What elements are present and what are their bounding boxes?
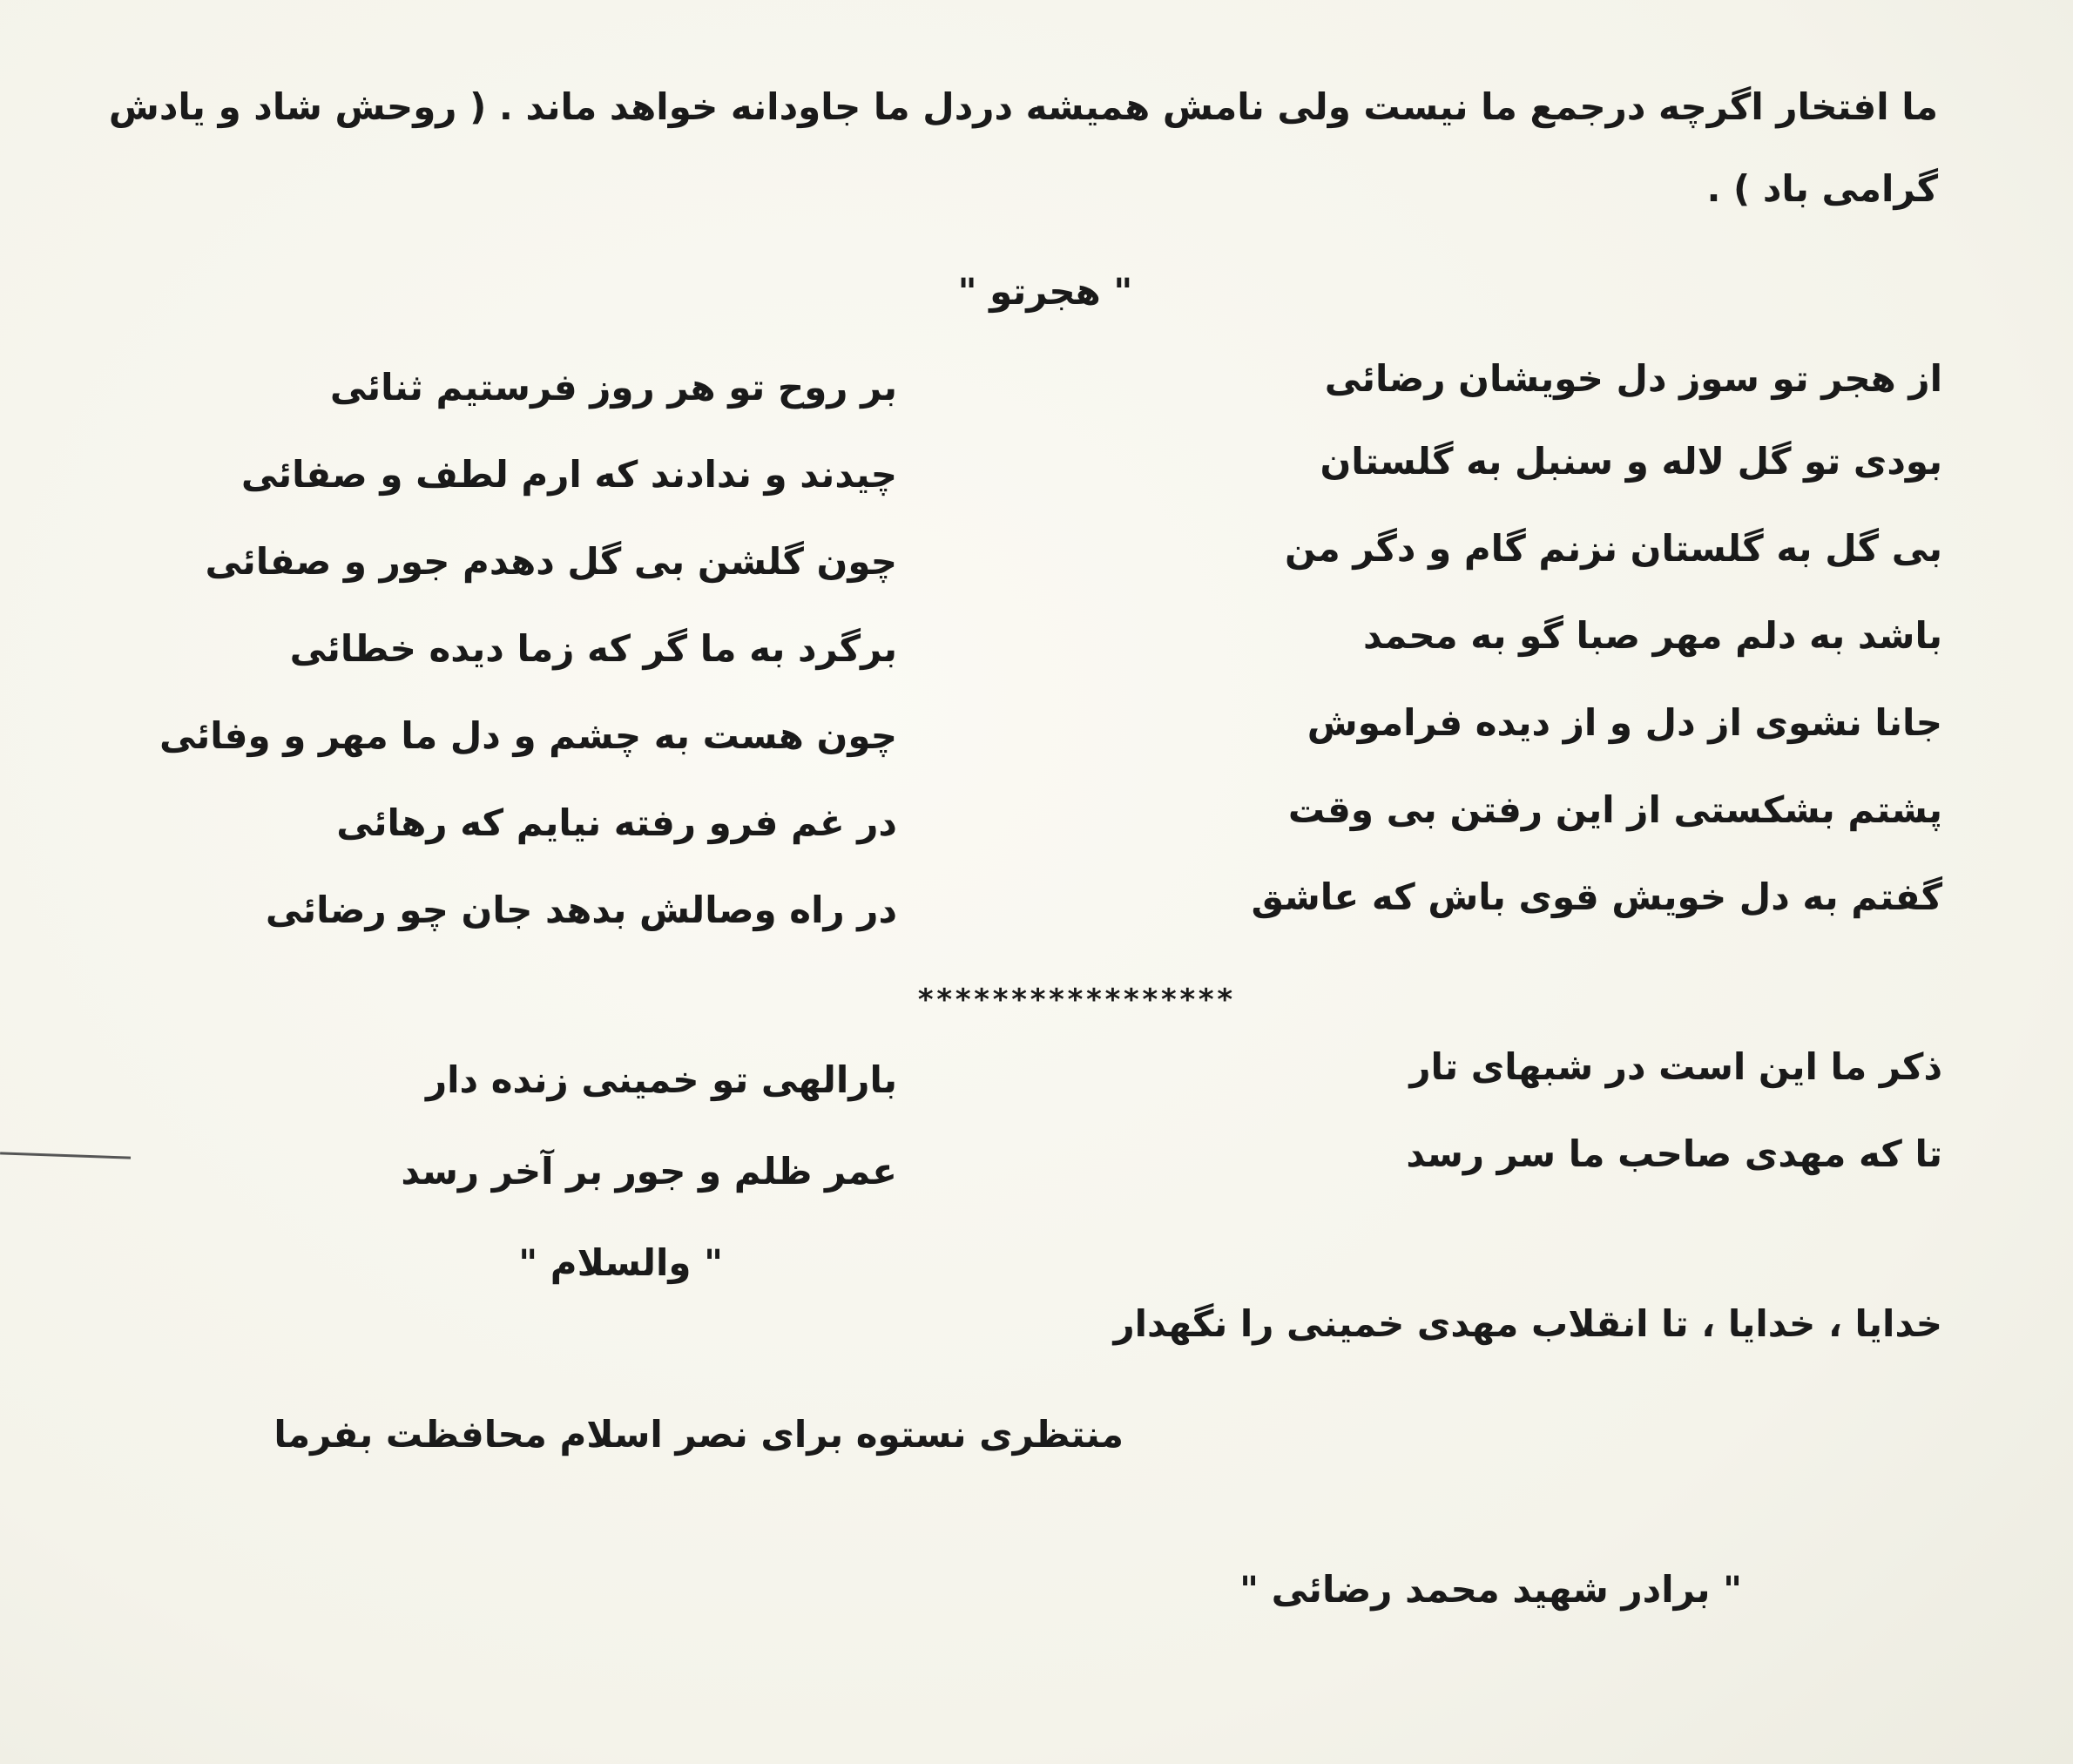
poem-left-line: چون گلشن بی گل دهدم جور و صفائی	[205, 540, 897, 583]
poem-left-line: برگرد به ما گر که زما دیده خطائی	[289, 627, 897, 670]
poem-right-line: گفتم به دل خویش قوی باش که عاشق	[1251, 875, 1942, 918]
prayer-line: خدایا ، خدایا ، تا انقلاب مهدی خمینی را نگهدار	[1113, 1302, 1942, 1345]
closing-left-line: عمر ظلم و جور بر آخر رسد	[401, 1150, 897, 1193]
poem-right-line: پشتم بشکستی از این رفتن بی وقت	[1287, 788, 1942, 831]
poem-left-line: در راه وصالش بدهد جان چو رضائی	[265, 889, 897, 931]
poem-left-line: بر روح تو هر روز فرستیم ثنائی	[329, 366, 897, 409]
closing-right-line: ذکر ما این است در شبهای تار	[1409, 1045, 1942, 1088]
poem-right-line: بودی تو گل لاله و سنبل به گلستان	[1320, 440, 1942, 483]
signature-line: " برادر شهید محمد رضائی "	[1239, 1568, 1742, 1611]
closing-left-line: بارالهی تو خمینی زنده دار	[425, 1058, 897, 1101]
closing-right-line: تا که مهدی صاحب ما سر رسد	[1406, 1132, 1942, 1175]
paper-crease-mark	[0, 1152, 131, 1162]
poem-left-line: در غم فرو رفته نیایم که رهائی	[336, 801, 897, 844]
poem-right-line: باشد به دلم مهر صبا گو به محمد	[1362, 614, 1942, 657]
intro-line-1: ما افتخار اگرچه درجمع ما نیست ولی نامش همیشه دردل ما جاودانه خواهد ماند . ( روحش شاد و یادش	[108, 85, 1938, 128]
poem-left-line: چون هست به چشم و دل ما مهر و وفائی	[159, 714, 897, 757]
poem-left-line: چیدند و ندادند که ارم لطف و صفائی	[240, 453, 897, 496]
wish-line: منتظری نستوه برای نصر اسلام محافظت بفرما	[273, 1413, 1124, 1456]
poem-right-line: جانا نشوی از دل و از دیده فراموش	[1307, 701, 1942, 744]
salam-line: " والسلام "	[518, 1241, 723, 1284]
poem-right-line: بی گل به گلستان نزنم گام و دگر من	[1284, 527, 1942, 570]
poem-title: " هجرتو "	[957, 270, 1133, 313]
separator-stars: *****************	[916, 983, 1235, 1017]
intro-line-2: گرامی باد ) .	[1706, 167, 1938, 210]
poem-right-line: از هجر تو سوز دل خویشان رضائی	[1324, 357, 1942, 400]
